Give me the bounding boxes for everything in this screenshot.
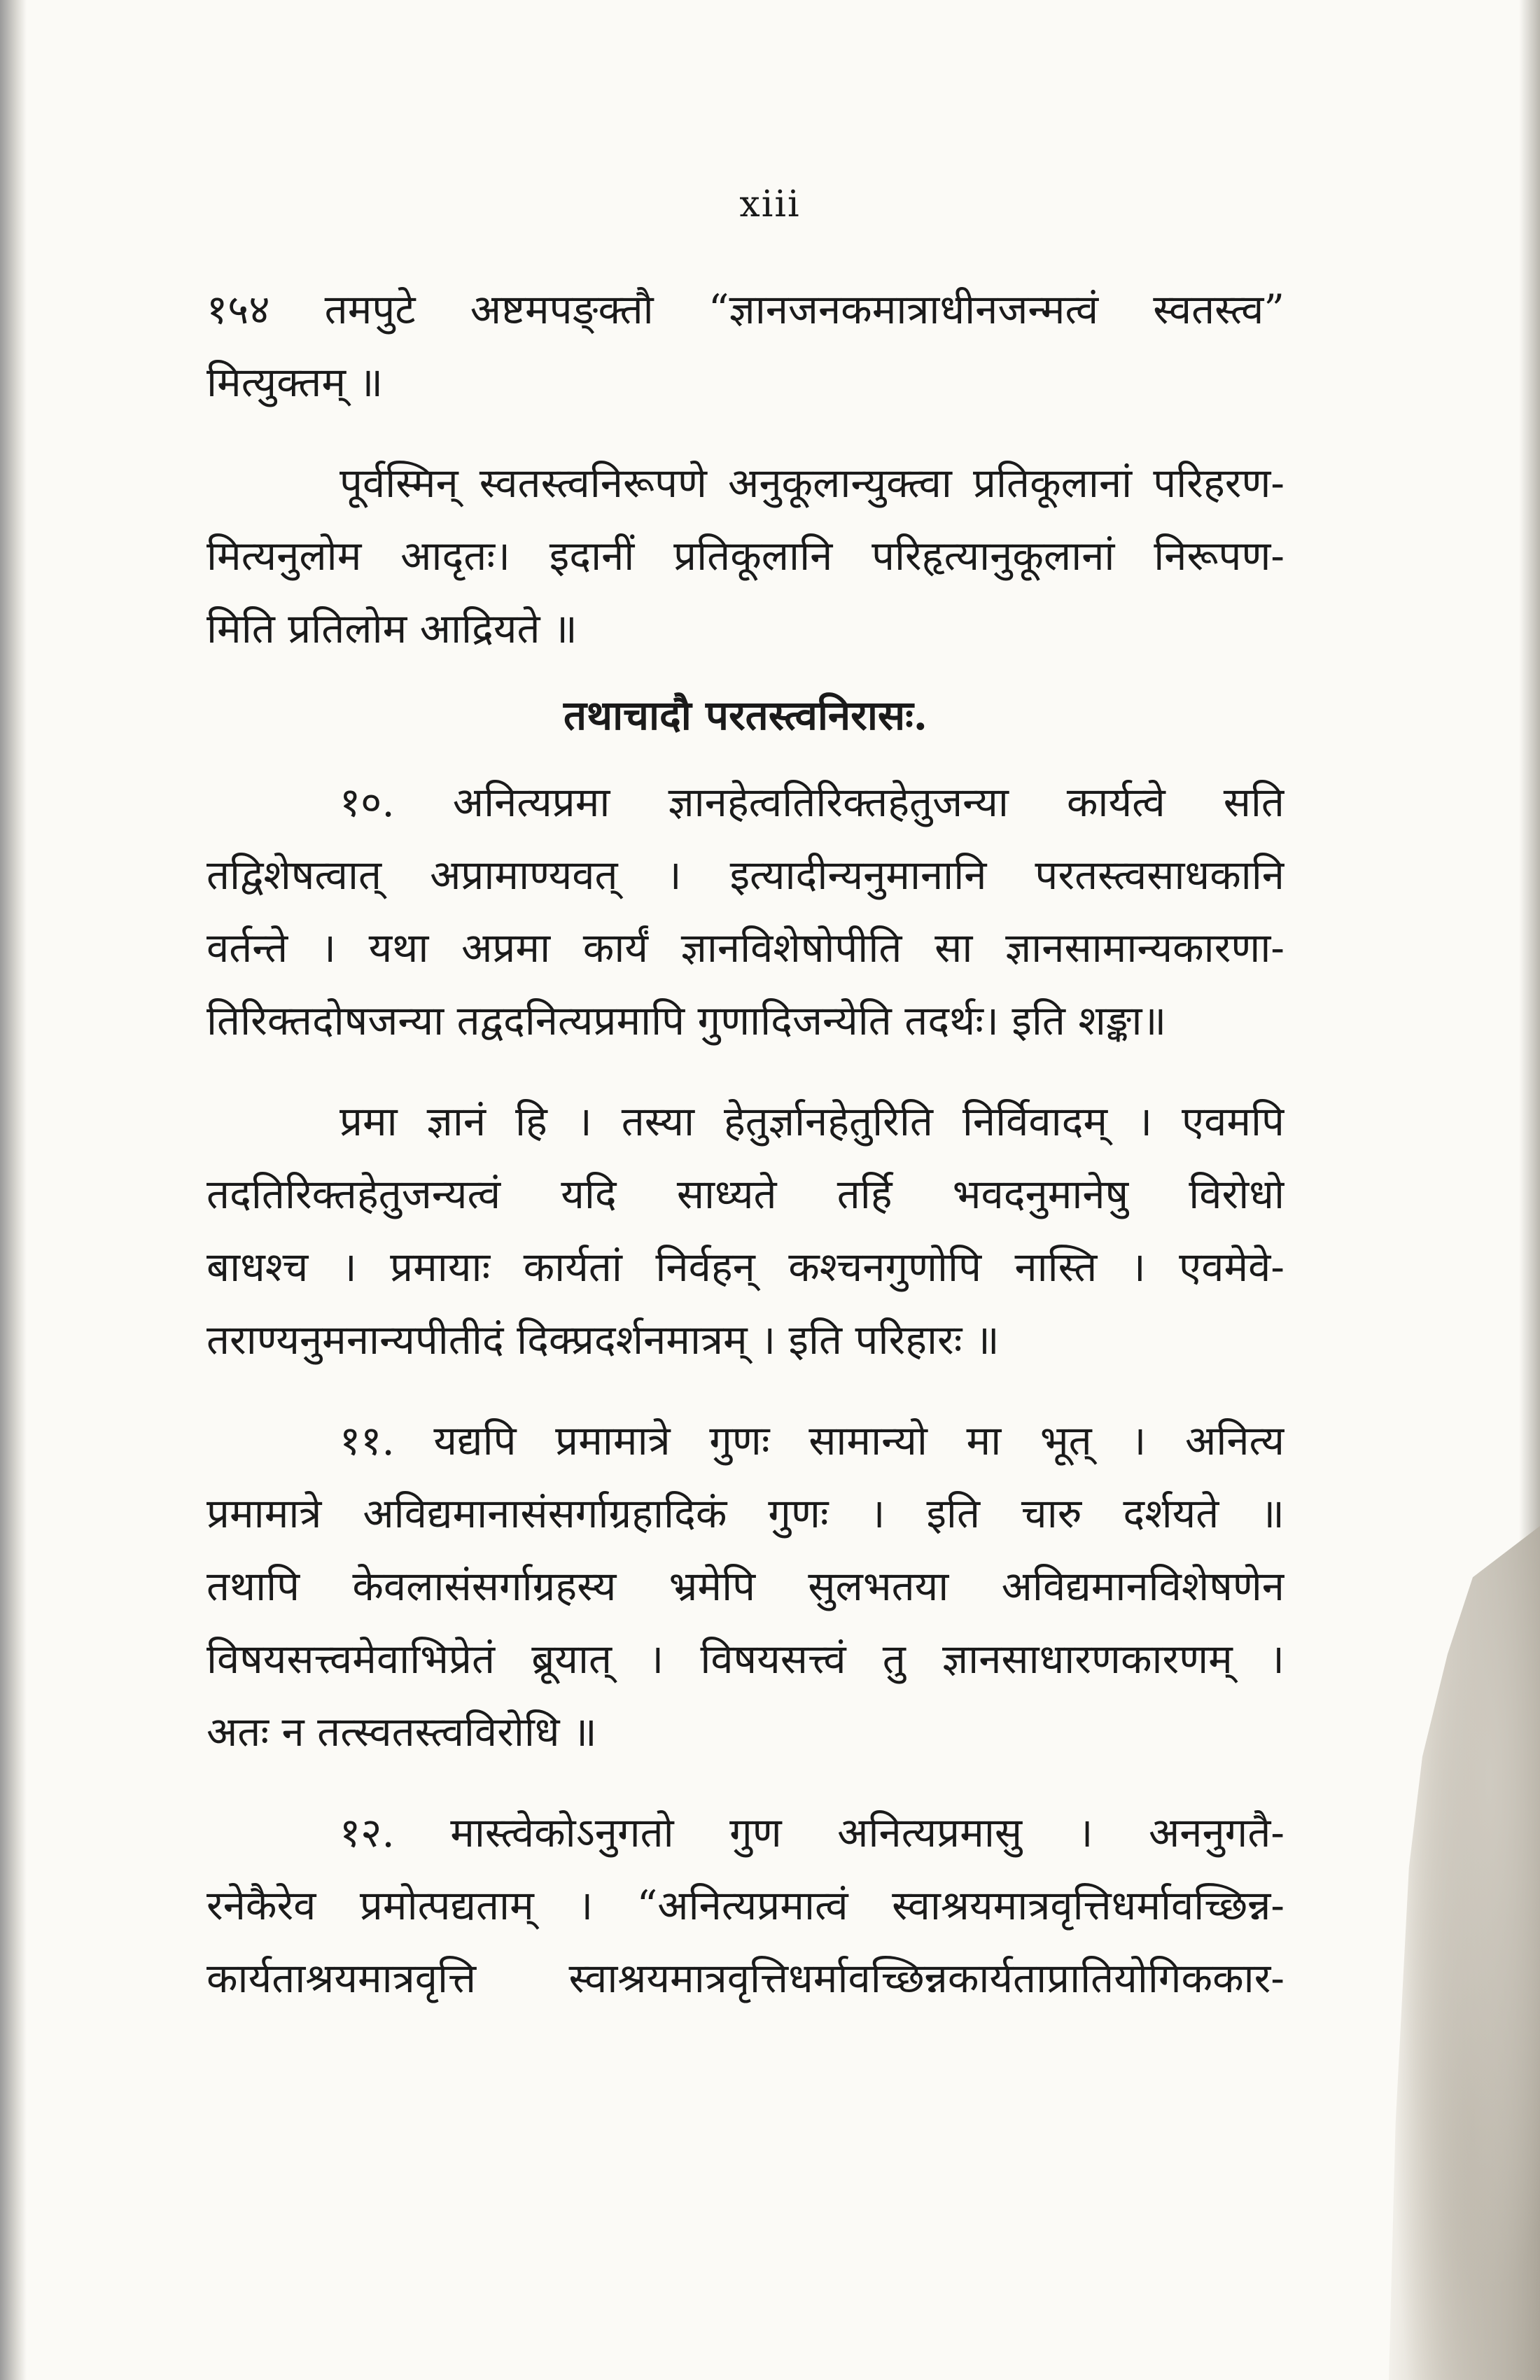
- text-line: बाधश्च । प्रमायाः कार्यतां निर्वहन् कश्चनगुणोपि नास्ति । एवमेवे-: [206, 1243, 1284, 1291]
- paragraph-10-reply: [206, 1085, 1284, 1376]
- text-line: १२. मास्त्वेकोऽनुगतो गुण अनित्यप्रमासु । अननुगतै-: [340, 1809, 1284, 1856]
- section-heading: तथाचादौ परतस्त्वनिरासः.: [564, 692, 927, 739]
- text-line: विषयसत्त्वमेवाभिप्रेतं ब्रूयात् । विषयसत्त्वं तु ज्ञानसाधारणकारणम् ।: [206, 1635, 1284, 1683]
- page-binding-edge: [0, 0, 27, 2380]
- text-line: अतः न तत्स्वतस्त्वविरोधि ॥: [206, 1708, 597, 1756]
- text-line: मित्युक्तम् ॥: [206, 358, 384, 406]
- paragraph-11: [206, 1404, 1284, 1768]
- text-line: कार्यताश्रयमात्रवृत्ति स्वाश्रयमात्रवृत्तिधर्मावच्छिन्नकार्यताप्रातियोगिककार-: [206, 1954, 1284, 2002]
- paragraph-10: [206, 766, 1284, 1057]
- text-line: प्रमामात्रे अविद्यमानासंसर्गाग्रहादिकं गुणः । इति चारु दर्शयते ॥: [206, 1490, 1284, 1537]
- paragraph-154: [206, 273, 1284, 419]
- text-line: पूर्वस्मिन् स्वतस्त्वनिरूपणे अनुकूलान्युक्त्वा प्रतिकूलानां परिहरण-: [340, 459, 1284, 507]
- text-line: मित्यनुलोम आदृतः। इदानीं प्रतिकूलानि परिहृत्यानुकूलानां निरूपण-: [206, 532, 1284, 580]
- paragraph-intro: [206, 447, 1284, 665]
- text-line: मिति प्रतिलोम आद्रियते ॥: [206, 605, 578, 652]
- text-line: ११. यद्यपि प्रमामात्रे गुणः सामान्यो मा भूत् । अनित्य: [340, 1417, 1284, 1464]
- page-number: xiii: [739, 183, 801, 225]
- page-body: [206, 273, 1284, 2015]
- text-line: १५४ तमपुटे अष्टमपङ्क्तौ “ज्ञानजनकमात्राधीनजन्मत्वं स्वतस्त्व”: [206, 286, 1284, 333]
- text-line: प्रमा ज्ञानं हि । तस्या हेतुर्ज्ञानहेतुरिति निर्विवादम् । एवमपि: [340, 1098, 1284, 1145]
- text-line: तद्विशेषत्वात् अप्रामाण्यवत् । इत्यादीन्यनुमानानि परतस्त्वसाधकानि: [206, 851, 1284, 899]
- text-line: १०. अनित्यप्रमा ज्ञानहेत्वतिरिक्तहेतुजन्या कार्यत्वे सति: [340, 778, 1284, 826]
- paragraph-12: [206, 1796, 1284, 2015]
- text-line: तराण्यनुमनान्यपीतीदं दिक्प्रदर्शनमात्रम् । इति परिहारः ॥: [206, 1316, 1000, 1364]
- text-line: वर्तन्ते । यथा अप्रमा कार्यं ज्ञानविशेषोपीति सा ज्ञानसामान्यकारणा-: [206, 924, 1284, 972]
- text-line: तथापि केवलासंसर्गाग्रहस्य भ्रमेपि सुलभतया अविद्यमानविशेषणेन: [206, 1562, 1284, 1610]
- text-line: तिरिक्तदोषजन्या तद्वदनित्यप्रमापि गुणादिजन्येति तदर्थः। इति शङ्का॥: [206, 997, 1167, 1044]
- text-line: रनेकैरेव प्रमोत्पद्यताम् । “अनित्यप्रमात्वं स्वाश्रयमात्रवृत्तिधर्मावच्छिन्न-: [206, 1882, 1284, 1929]
- text-line: तदतिरिक्तहेतुजन्यत्वं यदि साध्यते तर्हि भवदनुमानेषु विरोधो: [206, 1170, 1284, 1218]
- torn-page-corner: [1372, 1526, 1540, 2380]
